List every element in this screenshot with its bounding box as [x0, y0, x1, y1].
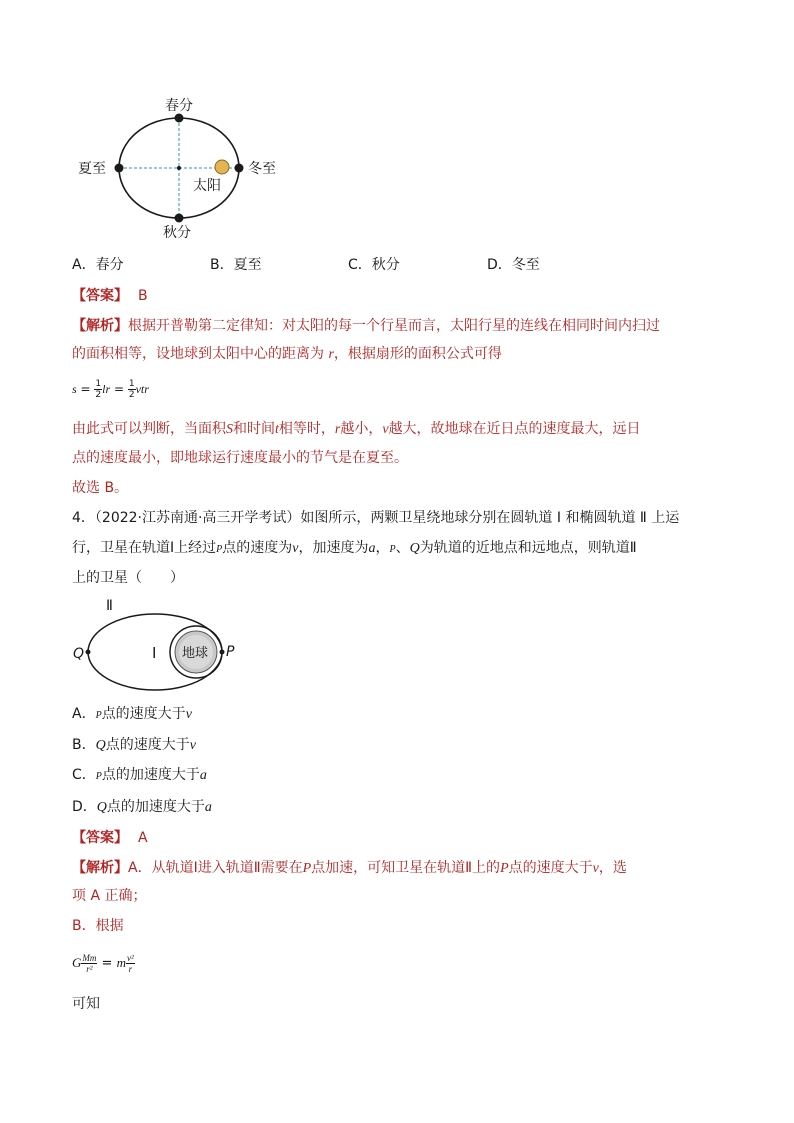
q3-answer: [72, 286, 148, 306]
summer-point: [115, 164, 124, 173]
winter-point: [235, 164, 244, 173]
sun-icon: [215, 160, 229, 174]
answer-value: A: [138, 830, 148, 846]
season-orbit-diagram: [72, 90, 302, 250]
label-orbit-ii: Ⅱ: [106, 598, 113, 614]
q3-option-d[interactable]: D．冬至: [487, 257, 540, 273]
satellite-orbit-diagram: [68, 596, 248, 696]
q4-formula: G $\frac{Mm}{\text{r²}}$ = m $\frac{\text{v²}}{r}$: [72, 953, 134, 974]
q4-stem-line1: 4．（2022·江苏南通·高三开学考试）如图所示，两颗卫星绕地球分别在圆轨道 Ⅰ 和椭圆轨道 Ⅱ 上运: [72, 510, 680, 526]
q3-formula: s = $\frac{1}{2}$ lr = $\frac{1}{2}$ vtr: [72, 379, 149, 400]
q3-analysis-line4: 点的速度最小，即地球运行速度最小的节气是在夏至。: [72, 450, 408, 466]
q3-analysis-line2: 的面积相等，设地球到太阳中心的距离为 r，根据扇形的面积公式可得: [72, 346, 502, 362]
q4-option-a[interactable]: A．P点的速度大于v: [72, 706, 192, 722]
q4-stem-line2: 行，卫星在轨道Ⅰ上经过P点的速度为v，加速度为a，P、Q为轨道的近地点和远地点，则轨道Ⅱ: [72, 540, 637, 556]
q3-option-a[interactable]: A．春分: [72, 257, 124, 273]
q4-option-b[interactable]: B．Q点的速度大于v: [72, 737, 196, 753]
analysis-tag: 【解析】: [72, 860, 128, 876]
label-sun: 太阳: [193, 178, 221, 194]
answer-value: B: [138, 288, 148, 304]
label-earth: 地球: [182, 646, 209, 661]
q4-option-d[interactable]: D．Q点的加速度大于a: [72, 799, 212, 815]
ellipse-center-dot: [177, 166, 181, 170]
spring-point: [175, 114, 184, 123]
q4-analysis-b: B．根据: [72, 918, 124, 934]
q4-analysis-line1: 【解析】A．从轨道Ⅰ进入轨道Ⅱ需要在P点加速，可知卫星在轨道Ⅱ上的P点的速度大于v，选: [72, 860, 627, 876]
label-spring: 春分: [165, 98, 193, 114]
label-winter: 冬至: [248, 161, 276, 177]
autumn-point: [175, 214, 184, 223]
q4-last-line: 可知: [72, 996, 100, 1012]
q4-analysis-line2: 项 A 正确；: [72, 888, 147, 904]
q3-analysis-line1: 【解析】根据开普勒第二定律知：对太阳的每一个行星而言，太阳行星的连线在相同时间内扫过: [72, 318, 660, 334]
label-p: P: [226, 644, 235, 660]
q3-analysis-line3: 由此式可以判断，当面积S和时间t相等时，r越小，v越大，故地球在近日点的速度最大，远日: [72, 421, 641, 437]
label-summer: 夏至: [78, 161, 106, 177]
q3-conclusion: 故选 B。: [72, 480, 129, 496]
q4-answer: [72, 828, 148, 848]
label-orbit-i: Ⅰ: [152, 644, 157, 662]
q3-option-c[interactable]: C．秋分: [348, 257, 400, 273]
answer-tag: 【答案】: [72, 830, 128, 846]
label-q: Q: [73, 646, 85, 662]
q3-option-b[interactable]: B．夏至: [210, 257, 262, 273]
q4-option-c[interactable]: C．P点的加速度大于a: [72, 767, 207, 783]
point-p: [220, 650, 225, 655]
label-autumn: 秋分: [163, 225, 191, 241]
point-q: [86, 650, 91, 655]
analysis-tag: 【解析】: [72, 318, 128, 334]
q4-stem-line3: 上的卫星（ ）: [72, 570, 184, 586]
answer-tag: 【答案】: [72, 288, 128, 304]
